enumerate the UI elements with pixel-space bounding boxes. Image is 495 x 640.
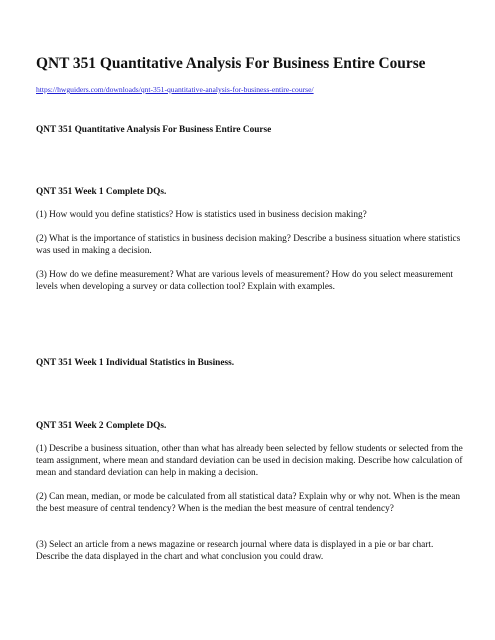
course-subtitle: QNT 351 Quantitative Analysis For Business Entire Course (36, 125, 272, 135)
course-download-link[interactable]: https://hwguiders.com/downloads/qnt-351-quantitative-analysis-for-business-entire-course/ (36, 85, 314, 94)
week2-dq-3: (3) Select an article from a news magazine or research journal where data is displayed in a pie or bar chart. Describe the data displayed in the chart and what conclusion you could draw. (36, 540, 434, 563)
week2-dq-2: (2) Can mean, median, or mode be calculated from all statistical data? Explain why or why not. When is the mean the best measure of central tendency? When is the median the best measure of central tendency? (36, 492, 460, 515)
week1-dq-2: (2) What is the importance of statistics in business decision making? Describe a business situation where statistics was used in making a decision. (36, 234, 461, 257)
week1-individual-heading: QNT 351 Week 1 Individual Statistics in Business. (36, 358, 235, 368)
week1-dqs-heading: QNT 351 Week 1 Complete DQs. (36, 187, 167, 197)
week1-dq-3: (3) How do we define measurement? What are various levels of measurement? How do you select measurement levels when developing a survey or data collection tool? Explain with examples. (36, 270, 454, 293)
week2-dqs-heading: QNT 351 Week 2 Complete DQs. (36, 421, 167, 431)
document-title: QNT 351 Quantitative Analysis For Business Entire Course (36, 55, 426, 72)
week1-dq-1: (1) How would you define statistics? How is statistics used in business decision making? (36, 210, 367, 220)
week2-dq-1: (1) Describe a business situation, other than what has already been selected by fellow students or selected from the team assignment, where mean and standard deviation can be used in decision making. Describe how calculation of mean and standard deviation can help in making a decision. (36, 444, 463, 479)
